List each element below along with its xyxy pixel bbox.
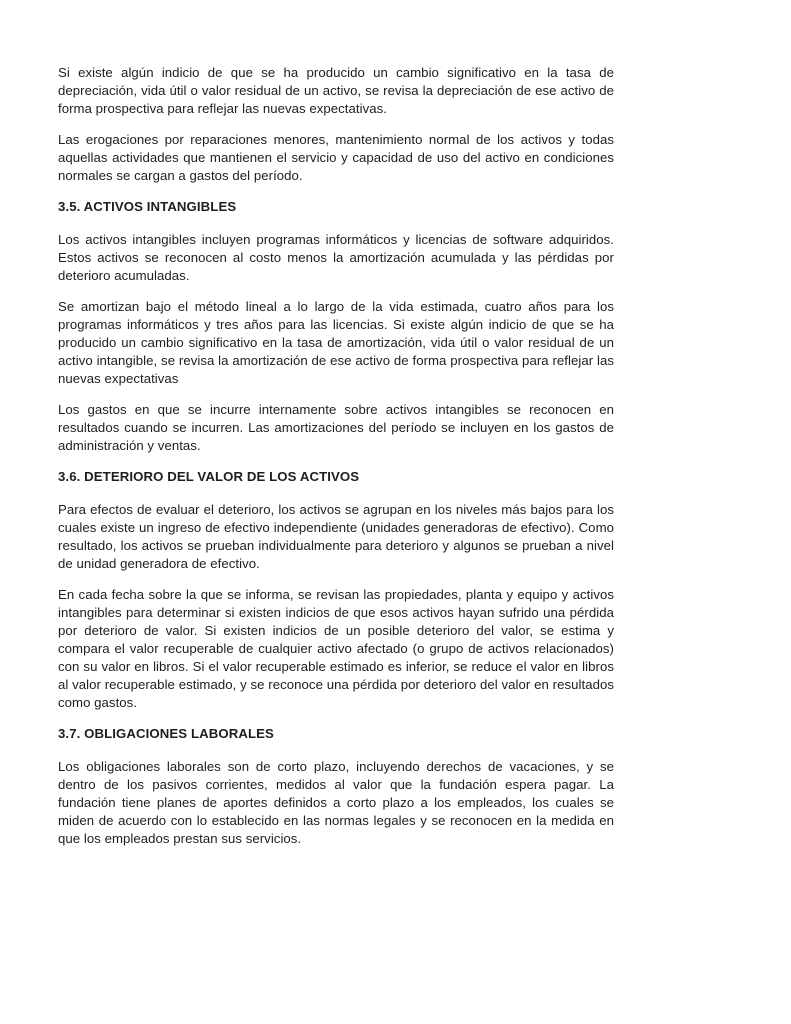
paragraph-depreciation-review: Si existe algún indicio de que se ha producido un cambio significativo en la tasa de depreciación, vida útil o valor residual de un activo, se revisa la depreciación de ese activo de forma prospectiva para reflejar las nuevas expectativas. <box>58 65 614 116</box>
section-heading-labor-obligations: 3.7. OBLIGACIONES LABORALES <box>58 726 274 741</box>
paragraph-intangibles-amortization: Se amortizan bajo el método lineal a lo largo de la vida estimada, cuatro años para los programas informáticos y tres años para las licencias. Si existe algún indicio de que se ha producido un cambio significativo en la tasa de amortización, vida útil o valor residual de un activo intangible, se revisa la amortización de ese activo de forma prospectiva para reflejar las nuevas expectativas <box>58 299 614 386</box>
paragraph-intangibles-expenses: Los gastos en que se incurre internamente sobre activos intangibles se reconocen en resultados cuando se incurren. Las amortizaciones del período se incluyen en los gastos de administración y ventas. <box>58 402 614 453</box>
paragraph-labor-obligations: Los obligaciones laborales son de corto plazo, incluyendo derechos de vacaciones, y se dentro de los pasivos corrientes, medidos al valor que la fundación espera pagar. La fundación tiene planes de aportes definidos a corto plazo a los empleados, los cuales se miden de acuerdo con lo establecido en las normas legales y se reconocen en la medida en que los empleados prestan sus servicios. <box>58 759 614 846</box>
paragraph-impairment-grouping: Para efectos de evaluar el deterioro, los activos se agrupan en los niveles más bajos para los cuales existe un ingreso de efectivo independiente (unidades generadoras de efectivo). Como resultado, los activos se prueban individualmente para deterioro y algunos se prueban a nivel de unidad generadora de efectivo. <box>58 502 614 571</box>
paragraph-impairment-review: En cada fecha sobre la que se informa, se revisan las propiedades, planta y equipo y activos intangibles para determinar si existen indicios de que esos activos hayan sufrido una pérdida por deterioro de valor. Si existen indicios de un posible deterioro del valor, se estima y compara el valor recuperable de cualquier activo afectado (o grupo de activos relacionados) con su valor en libros. Si el valor recuperable estimado es inferior, se reduce el valor en libros al valor recuperable estimado, y se reconoce una pérdida por deterioro del valor en resultados como gastos. <box>58 587 614 710</box>
section-heading-asset-impairment: 3.6. DETERIORO DEL VALOR DE LOS ACTIVOS <box>58 469 360 484</box>
paragraph-intangibles-definition: Los activos intangibles incluyen programas informáticos y licencias de software adquiridos. Estos activos se reconocen al costo menos la amortización acumulada y las pérdidas por deterioro acumuladas. <box>58 232 614 283</box>
paragraph-repair-expenses: Las erogaciones por reparaciones menores, mantenimiento normal de los activos y todas aquellas actividades que mantienen el servicio y capacidad de uso del activo en condiciones normales se cargan a gastos del período. <box>58 132 614 183</box>
document-page <box>58 64 614 861</box>
section-heading-intangible-assets: 3.5. ACTIVOS INTANGIBLES <box>58 199 237 214</box>
